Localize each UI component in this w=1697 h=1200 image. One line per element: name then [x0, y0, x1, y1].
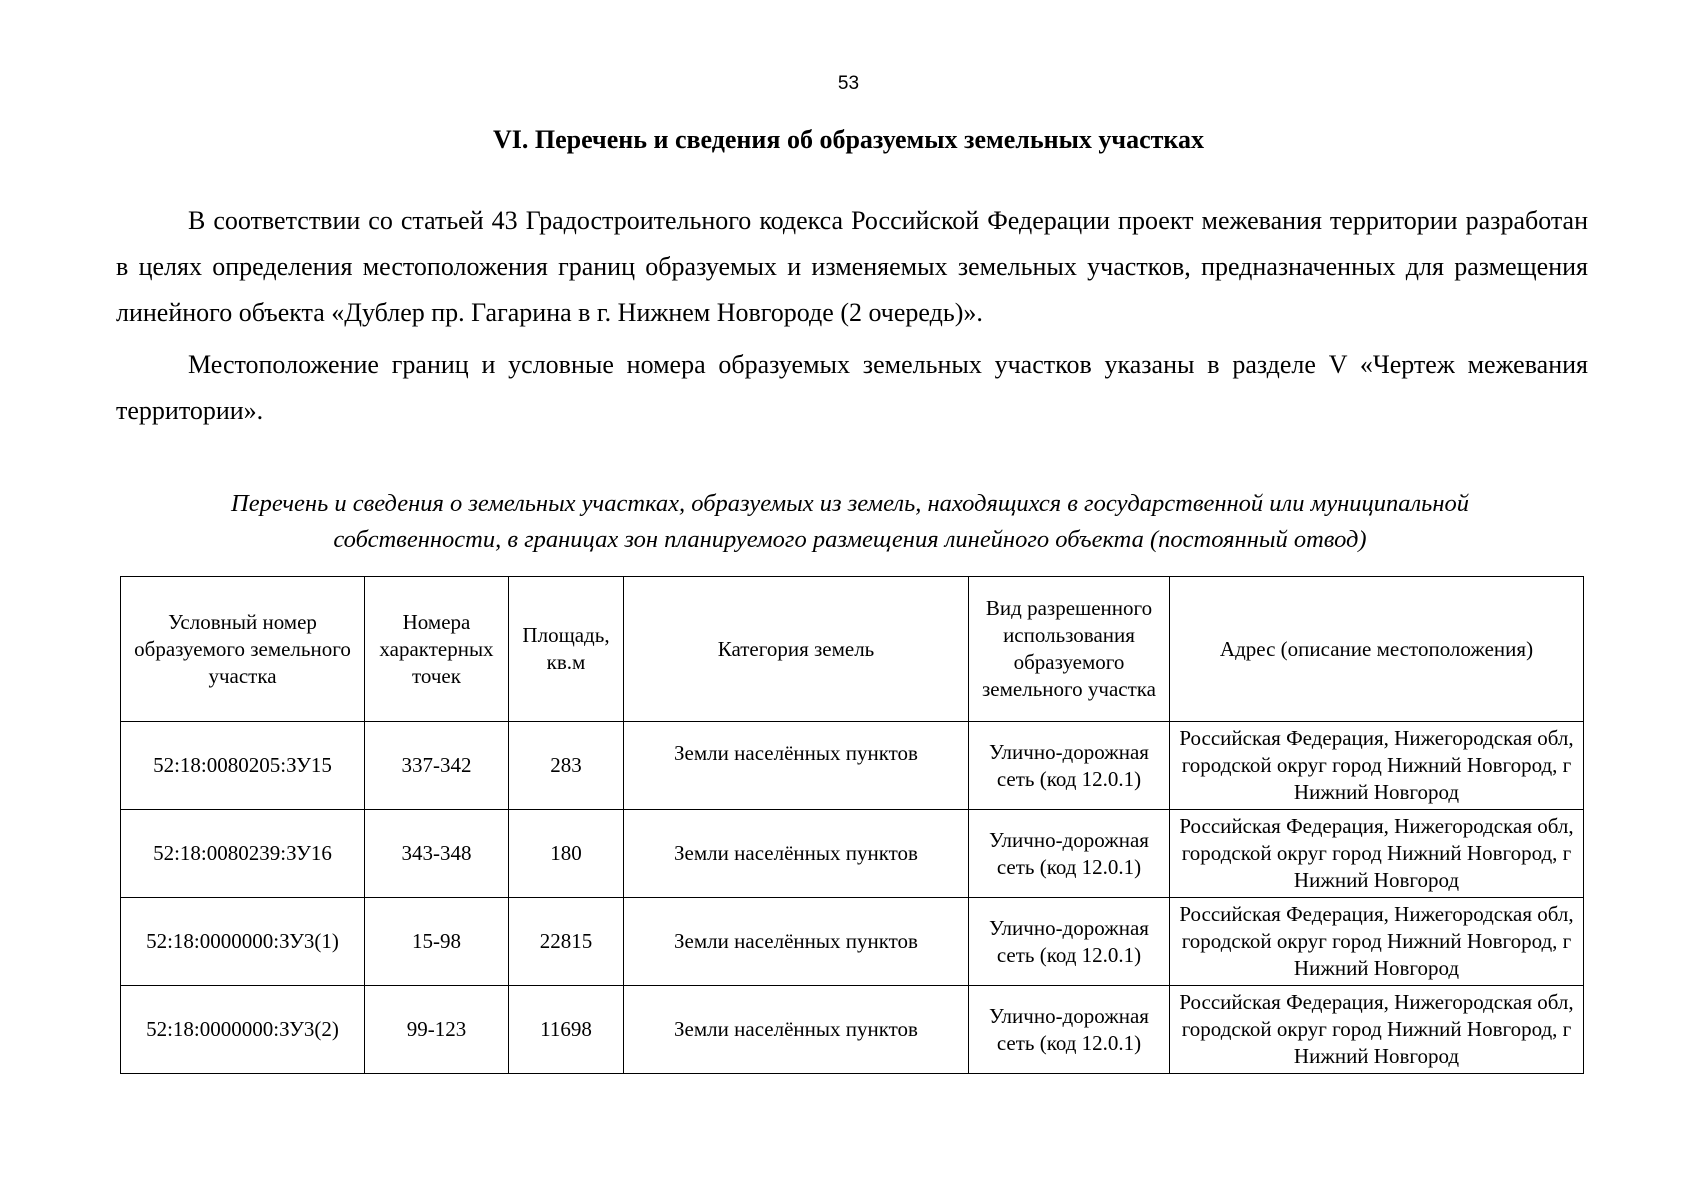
table-caption-line-1: Перечень и сведения о земельных участках, образуемых из земель, находящихся в государственной или муниципальной — [231, 490, 1469, 517]
cell-area: 22815 — [509, 898, 624, 986]
cell-permitted-use: Улично-дорожная сеть (код 12.0.1) — [969, 722, 1170, 810]
table-row — [121, 898, 1584, 986]
cell-land-category: Земли населённых пунктов — [624, 722, 969, 810]
cell-points: 343-348 — [365, 810, 509, 898]
header-points: Номера характерных точек — [365, 577, 509, 722]
header-plot-number: Условный номер образуемого земельного участка — [121, 577, 365, 722]
cell-plot-number: 52:18:0080239:ЗУ16 — [121, 810, 365, 898]
cell-permitted-use: Улично-дорожная сеть (код 12.0.1) — [969, 810, 1170, 898]
page-number: 53 — [837, 73, 860, 94]
table-row — [121, 986, 1584, 1074]
table-caption — [120, 486, 1580, 558]
cell-area: 283 — [509, 722, 624, 810]
cell-plot-number: 52:18:0000000:ЗУ3(1) — [121, 898, 365, 986]
cell-land-category: Земли населённых пунктов — [624, 898, 969, 986]
cell-address: Российская Федерация, Нижегородская обл, городской округ город Нижний Новгород, г Нижний Новгород — [1170, 722, 1584, 810]
table-caption-line-2: собственности, в границах зон планируемого размещения линейного объекта (постоянный отвод) — [333, 526, 1367, 553]
table-row — [121, 722, 1584, 810]
cell-permitted-use: Улично-дорожная сеть (код 12.0.1) — [969, 898, 1170, 986]
land-plots-table — [120, 576, 1584, 1074]
cell-permitted-use: Улично-дорожная сеть (код 12.0.1) — [969, 986, 1170, 1074]
cell-area: 180 — [509, 810, 624, 898]
header-land-category: Категория земель — [624, 577, 969, 722]
cell-points: 15-98 — [365, 898, 509, 986]
cell-points: 99-123 — [365, 986, 509, 1074]
cell-land-category: Земли населённых пунктов — [624, 810, 969, 898]
cell-plot-number: 52:18:0080205:ЗУ15 — [121, 722, 365, 810]
cell-address: Российская Федерация, Нижегородская обл, городской округ город Нижний Новгород, г Нижний Новгород — [1170, 810, 1584, 898]
cell-address: Российская Федерация, Нижегородская обл, городской округ город Нижний Новгород, г Нижний Новгород — [1170, 898, 1584, 986]
paragraph-intro: В соответствии со статьей 43 Градостроительного кодекса Российской Федерации проект межевания территории разработан в целях определения местоположения границ образуемых и изменяемых земельных участков, предназначенных для размещения линейного объекта «Дублер пр. Гагарина в г. Нижнем Новгороде (2 очередь)». — [116, 206, 1588, 327]
cell-address: Российская Федерация, Нижегородская обл, городской округ город Нижний Новгород, г Нижний Новгород — [1170, 986, 1584, 1074]
cell-points: 337-342 — [365, 722, 509, 810]
section-title: VI. Перечень и сведения об образуемых земельных участках — [493, 125, 1204, 154]
paragraph-location: Местоположение границ и условные номера образуемых земельных участков указаны в разделе V «Чертеж межевания территории». — [116, 350, 1588, 425]
table-row — [121, 810, 1584, 898]
cell-land-category: Земли населённых пунктов — [624, 986, 969, 1074]
header-permitted-use: Вид разрешенного использования образуемого земельного участка — [969, 577, 1170, 722]
table-header-row — [121, 577, 1584, 722]
cell-plot-number: 52:18:0000000:ЗУ3(2) — [121, 986, 365, 1074]
header-area: Площадь, кв.м — [509, 577, 624, 722]
cell-area: 11698 — [509, 986, 624, 1074]
header-address: Адрес (описание местоположения) — [1170, 577, 1584, 722]
